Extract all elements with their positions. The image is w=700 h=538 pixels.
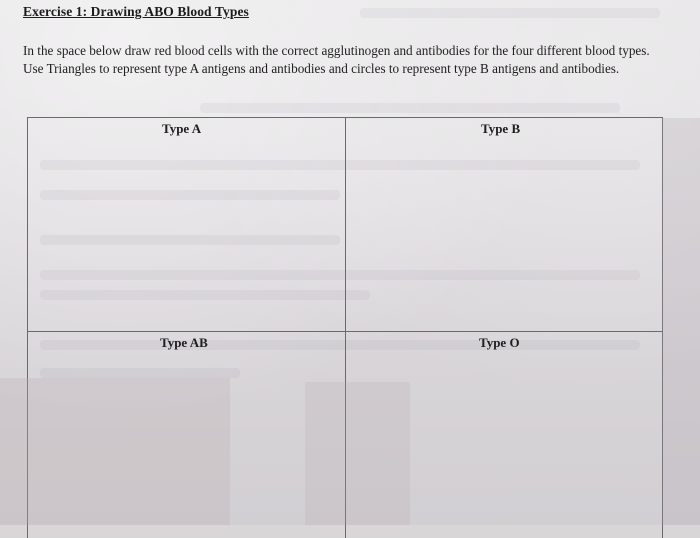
cell-type-b[interactable] bbox=[346, 118, 662, 331]
cell-label-type-o: Type O bbox=[479, 335, 520, 350]
instructions-paragraph: In the space below draw red blood cells with the correct agglutinogen and antibodies for the four different blood types. Use Triangles to represent type A antigens and antibodies and circles to represent type B antigens and antibodies. bbox=[23, 43, 650, 76]
cell-label-type-ab: Type AB bbox=[160, 335, 208, 350]
blood-type-grid bbox=[27, 117, 663, 538]
cell-label-type-a: Type A bbox=[162, 121, 202, 136]
cell-type-ab[interactable] bbox=[28, 332, 345, 538]
cell-label-type-b: Type B bbox=[481, 121, 521, 136]
exercise-title: Exercise 1: Drawing ABO Blood Types bbox=[23, 4, 249, 19]
shadow-right-strip bbox=[662, 118, 700, 525]
cell-type-o[interactable] bbox=[346, 332, 662, 538]
cell-type-a[interactable] bbox=[28, 118, 345, 331]
